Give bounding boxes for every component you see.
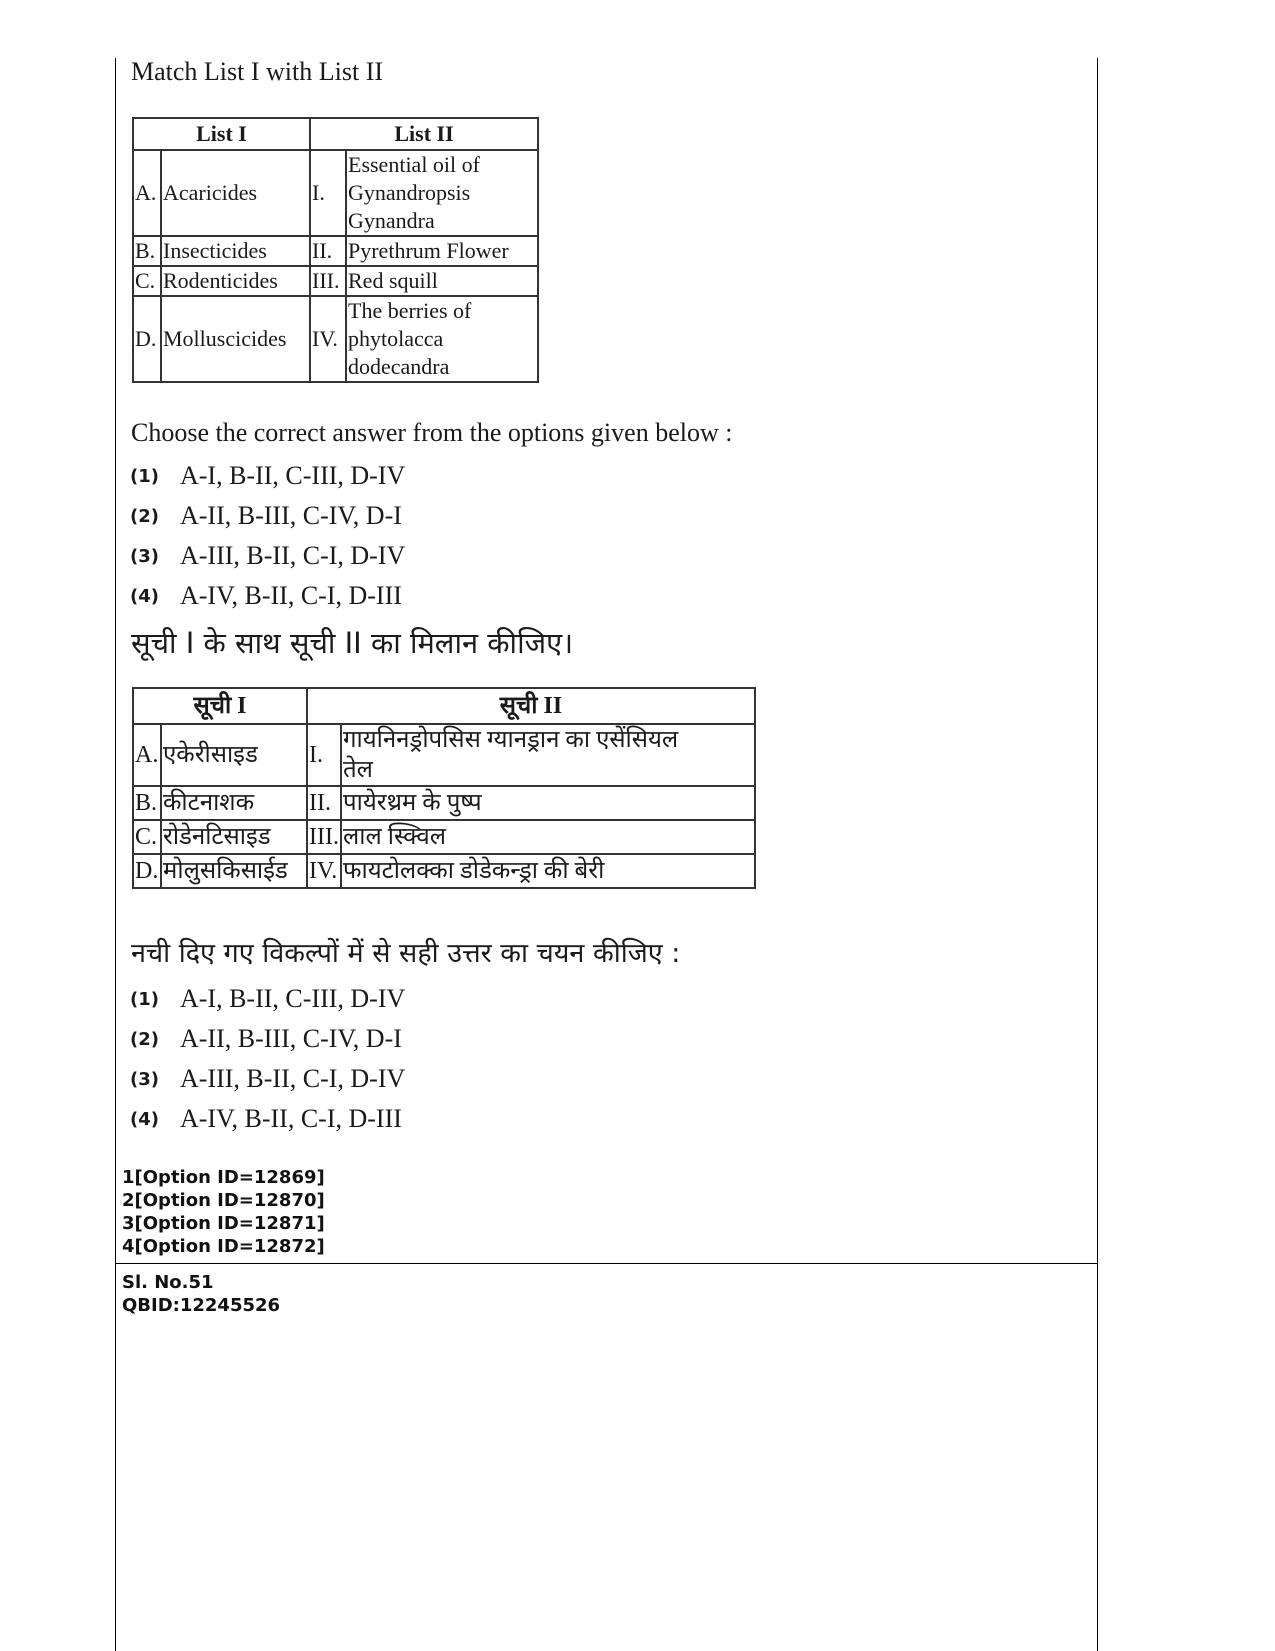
option-item (130, 1059, 405, 1099)
table-row (133, 150, 538, 236)
match-table-hindi (132, 687, 756, 889)
instruction-english: Choose the correct answer from the options given below : (131, 418, 733, 447)
row-letter: A. (133, 150, 161, 236)
row-roman: IV. (310, 296, 346, 382)
table-header-row (133, 118, 538, 150)
table-row (133, 236, 538, 266)
option-text: A-IV, B-II, C-I, D-III (180, 581, 402, 610)
option-id: 4[Option ID=12872] (122, 1236, 325, 1257)
list2-line: गायनिनड्रोपसिस ग्यानड्रान का एसेंसियल (342, 727, 679, 753)
next-question-header (122, 1271, 280, 1317)
list2-item (346, 266, 538, 296)
option-text: A-II, B-III, C-IV, D-I (180, 501, 402, 530)
row-roman: III. (307, 820, 341, 854)
row-roman: I. (310, 150, 346, 236)
list2-item (341, 724, 755, 786)
list2-line: पायेरथ्रम के पुष्प (342, 790, 482, 816)
list1-item: रोडेनटिसाइड (161, 820, 307, 854)
list1-item: कीटनाशक (161, 786, 307, 820)
list2-line: Essential oil of (348, 152, 480, 177)
list2-item (341, 854, 755, 888)
list2-item (346, 150, 538, 236)
option-item (130, 979, 405, 1019)
list1-item: Acaricides (161, 150, 310, 236)
list1-item: मोलुसकिसाईड (161, 854, 307, 888)
row-letter: D. (133, 854, 161, 888)
option-text: A-IV, B-II, C-I, D-III (180, 1104, 402, 1133)
list1-header: List I (133, 118, 310, 150)
match-table-english (132, 117, 539, 383)
option-text: A-III, B-II, C-I, D-IV (180, 541, 406, 570)
option-item (130, 1019, 405, 1059)
option-id-list (122, 1166, 325, 1258)
option-id: 1[Option ID=12869] (122, 1167, 325, 1188)
option-item (130, 496, 405, 536)
row-letter: B. (133, 786, 161, 820)
option-number: (3) (130, 1068, 159, 1090)
list2-line: Pyrethrum Flower (348, 238, 509, 263)
list2-line: लाल स्क्विल (342, 824, 446, 850)
table-row (133, 786, 755, 820)
list2-item (341, 786, 755, 820)
list2-line: तेल (342, 757, 373, 783)
right-border (1097, 58, 1098, 1651)
row-roman: I. (307, 724, 341, 786)
options-hindi (130, 979, 405, 1139)
option-text: A-I, B-II, C-III, D-IV (180, 984, 406, 1013)
list2-item (341, 820, 755, 854)
serial-number: Sl. No.51 (122, 1272, 214, 1293)
options-english (130, 456, 405, 616)
option-number: (3) (130, 545, 159, 567)
option-number: (1) (130, 465, 159, 487)
list2-line: Red squill (348, 268, 438, 293)
table-row (133, 724, 755, 786)
table-row (133, 296, 538, 382)
option-item (130, 576, 405, 616)
question-separator (115, 1263, 1098, 1264)
list2-line: फायटोलक्का डोडेकन्ड्रा की बेरी (342, 858, 605, 884)
list2-line: Gynandra (348, 208, 435, 233)
option-text: A-III, B-II, C-I, D-IV (180, 1064, 406, 1093)
list1-item: Rodenticides (161, 266, 310, 296)
qbid: QBID:12245526 (122, 1295, 281, 1316)
list2-line: Gynandropsis (348, 180, 471, 205)
option-number: (4) (130, 585, 159, 607)
row-letter: C. (133, 266, 161, 296)
question-title-hindi: सूची I के साथ सूची II का मिलान कीजिए। (131, 626, 574, 660)
list2-header: सूची II (307, 688, 755, 724)
option-text: A-I, B-II, C-III, D-IV (180, 461, 406, 490)
list2-line: phytolacca (348, 326, 444, 351)
list1-item: Molluscicides (161, 296, 310, 382)
option-item (130, 536, 405, 576)
list2-header: List II (310, 118, 538, 150)
list1-header: सूची I (133, 688, 307, 724)
option-number: (2) (130, 505, 159, 527)
table-row (133, 854, 755, 888)
table-row (133, 266, 538, 296)
row-roman: III. (310, 266, 346, 296)
option-item (130, 1099, 405, 1139)
option-id: 2[Option ID=12870] (122, 1190, 325, 1211)
option-item (130, 456, 405, 496)
instruction-hindi: नची दिए गए विकल्पों में से सही उत्तर का चयन कीजिए : (131, 938, 681, 969)
list2-line: The berries of (348, 298, 472, 323)
row-letter: C. (133, 820, 161, 854)
option-number: (2) (130, 1028, 159, 1050)
option-number: (1) (130, 988, 159, 1010)
list2-item (346, 296, 538, 382)
list2-item (346, 236, 538, 266)
row-letter: A. (133, 724, 161, 786)
list2-line: dodecandra (348, 354, 450, 379)
row-roman: II. (307, 786, 341, 820)
left-border (115, 58, 116, 1651)
question-title-english: Match List I with List II (131, 57, 384, 86)
option-id: 3[Option ID=12871] (122, 1213, 325, 1234)
row-roman: II. (310, 236, 346, 266)
table-header-row (133, 688, 755, 724)
option-text: A-II, B-III, C-IV, D-I (180, 1024, 402, 1053)
list1-item: एकेरीसाइड (161, 724, 307, 786)
list1-item: Insecticides (161, 236, 310, 266)
row-letter: D. (133, 296, 161, 382)
option-number: (4) (130, 1108, 159, 1130)
row-roman: IV. (307, 854, 341, 888)
table-row (133, 820, 755, 854)
row-letter: B. (133, 236, 161, 266)
